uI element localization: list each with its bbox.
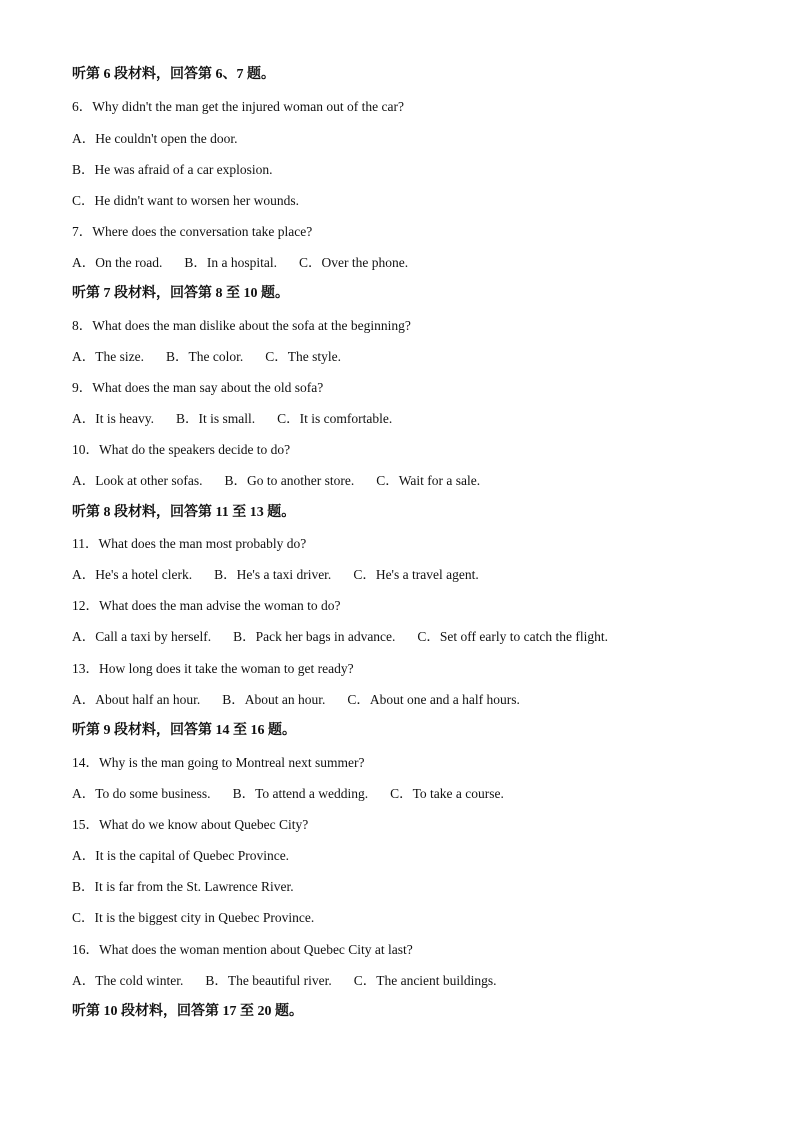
- option-12b: B．Pack her bags in advance.: [233, 629, 396, 644]
- option-11b: B．He's a taxi driver.: [214, 567, 332, 582]
- option-11c: C．He's a travel agent.: [353, 567, 479, 582]
- option-13a: A．About half an hour.: [72, 692, 201, 707]
- question-12: 12．What does the man advise the woman to do?: [72, 598, 341, 613]
- question-7: 7．Where does the conversation take place?: [72, 224, 313, 239]
- option-16a: A．The cold winter.: [72, 973, 184, 988]
- option-16b: B．The beautiful river.: [205, 973, 332, 988]
- options-row-13: [72, 691, 520, 709]
- option-15a: A．It is the capital of Quebec Province.: [72, 848, 290, 863]
- option-10c: C．Wait for a sale.: [376, 473, 481, 488]
- option-8b: B．The color.: [165, 349, 244, 364]
- option-12c: C．Set off early to catch the flight.: [417, 629, 608, 644]
- question-14: 14．Why is the man going to Montreal next summer?: [72, 755, 365, 770]
- option-11a: A．He's a hotel clerk.: [72, 567, 193, 582]
- option-10a: A．Look at other sofas.: [72, 473, 203, 488]
- option-14c: C．To take a course.: [390, 786, 504, 801]
- option-6b: B．He was afraid of a car explosion.: [72, 162, 273, 177]
- section-heading: 听第 8 段材料，回答第 11 至 13 题。: [72, 505, 296, 520]
- option-6c: C．He didn't want to worsen her wounds.: [72, 193, 300, 208]
- option-15b: B．It is far from the St. Lawrence River.: [72, 879, 294, 894]
- options-row-14: [72, 785, 504, 803]
- question-13: 13．How long does it take the woman to get ready?: [72, 661, 354, 676]
- section-heading: 听第 7 段材料，回答第 8 至 10 题。: [72, 286, 289, 301]
- option-12a: A．Call a taxi by herself.: [72, 629, 212, 644]
- options-row-8: [72, 348, 341, 366]
- option-13c: C．About one and a half hours.: [347, 692, 520, 707]
- option-9a: A．It is heavy.: [72, 411, 154, 426]
- option-13b: B．About an hour.: [222, 692, 326, 707]
- options-row-10: [72, 472, 480, 490]
- option-7a: A．On the road.: [72, 255, 163, 270]
- section-heading: 听第 10 段材料，回答第 17 至 20 题。: [72, 1004, 303, 1019]
- options-row-7: [72, 254, 408, 272]
- options-row-11: [72, 566, 479, 584]
- option-8a: A．The size.: [72, 349, 144, 364]
- question-8: 8．What does the man dislike about the sofa at the beginning?: [72, 318, 411, 333]
- question-6: 6．Why didn't the man get the injured woman out of the car?: [72, 99, 404, 114]
- section-heading: 听第 6 段材料，回答第 6、7 题。: [72, 67, 275, 82]
- question-16: 16．What does the woman mention about Quebec City at last?: [72, 942, 413, 957]
- options-row-16: [72, 972, 497, 990]
- option-14b: B．To attend a wedding.: [232, 786, 369, 801]
- options-row-12: [72, 628, 608, 646]
- option-6a: A．He couldn't open the door.: [72, 131, 238, 146]
- question-9: 9．What does the man say about the old sofa?: [72, 380, 324, 395]
- option-16c: C．The ancient buildings.: [353, 973, 497, 988]
- option-7c: C．Over the phone.: [298, 255, 409, 270]
- option-7b: B．In a hospital.: [184, 255, 277, 270]
- option-9b: B．It is small.: [175, 411, 256, 426]
- options-row-9: [72, 410, 392, 428]
- section-heading: 听第 9 段材料，回答第 14 至 16 题。: [72, 723, 296, 738]
- option-9c: C．It is comfortable.: [277, 411, 393, 426]
- question-15: 15．What do we know about Quebec City?: [72, 817, 309, 832]
- question-11: 11．What does the man most probably do?: [72, 536, 307, 551]
- option-8c: C．The style.: [265, 349, 341, 364]
- option-15c: C．It is the biggest city in Quebec Province.: [72, 910, 315, 925]
- option-14a: A．To do some business.: [72, 786, 211, 801]
- question-10: 10．What do the speakers decide to do?: [72, 442, 291, 457]
- option-10b: B．Go to another store.: [224, 473, 355, 488]
